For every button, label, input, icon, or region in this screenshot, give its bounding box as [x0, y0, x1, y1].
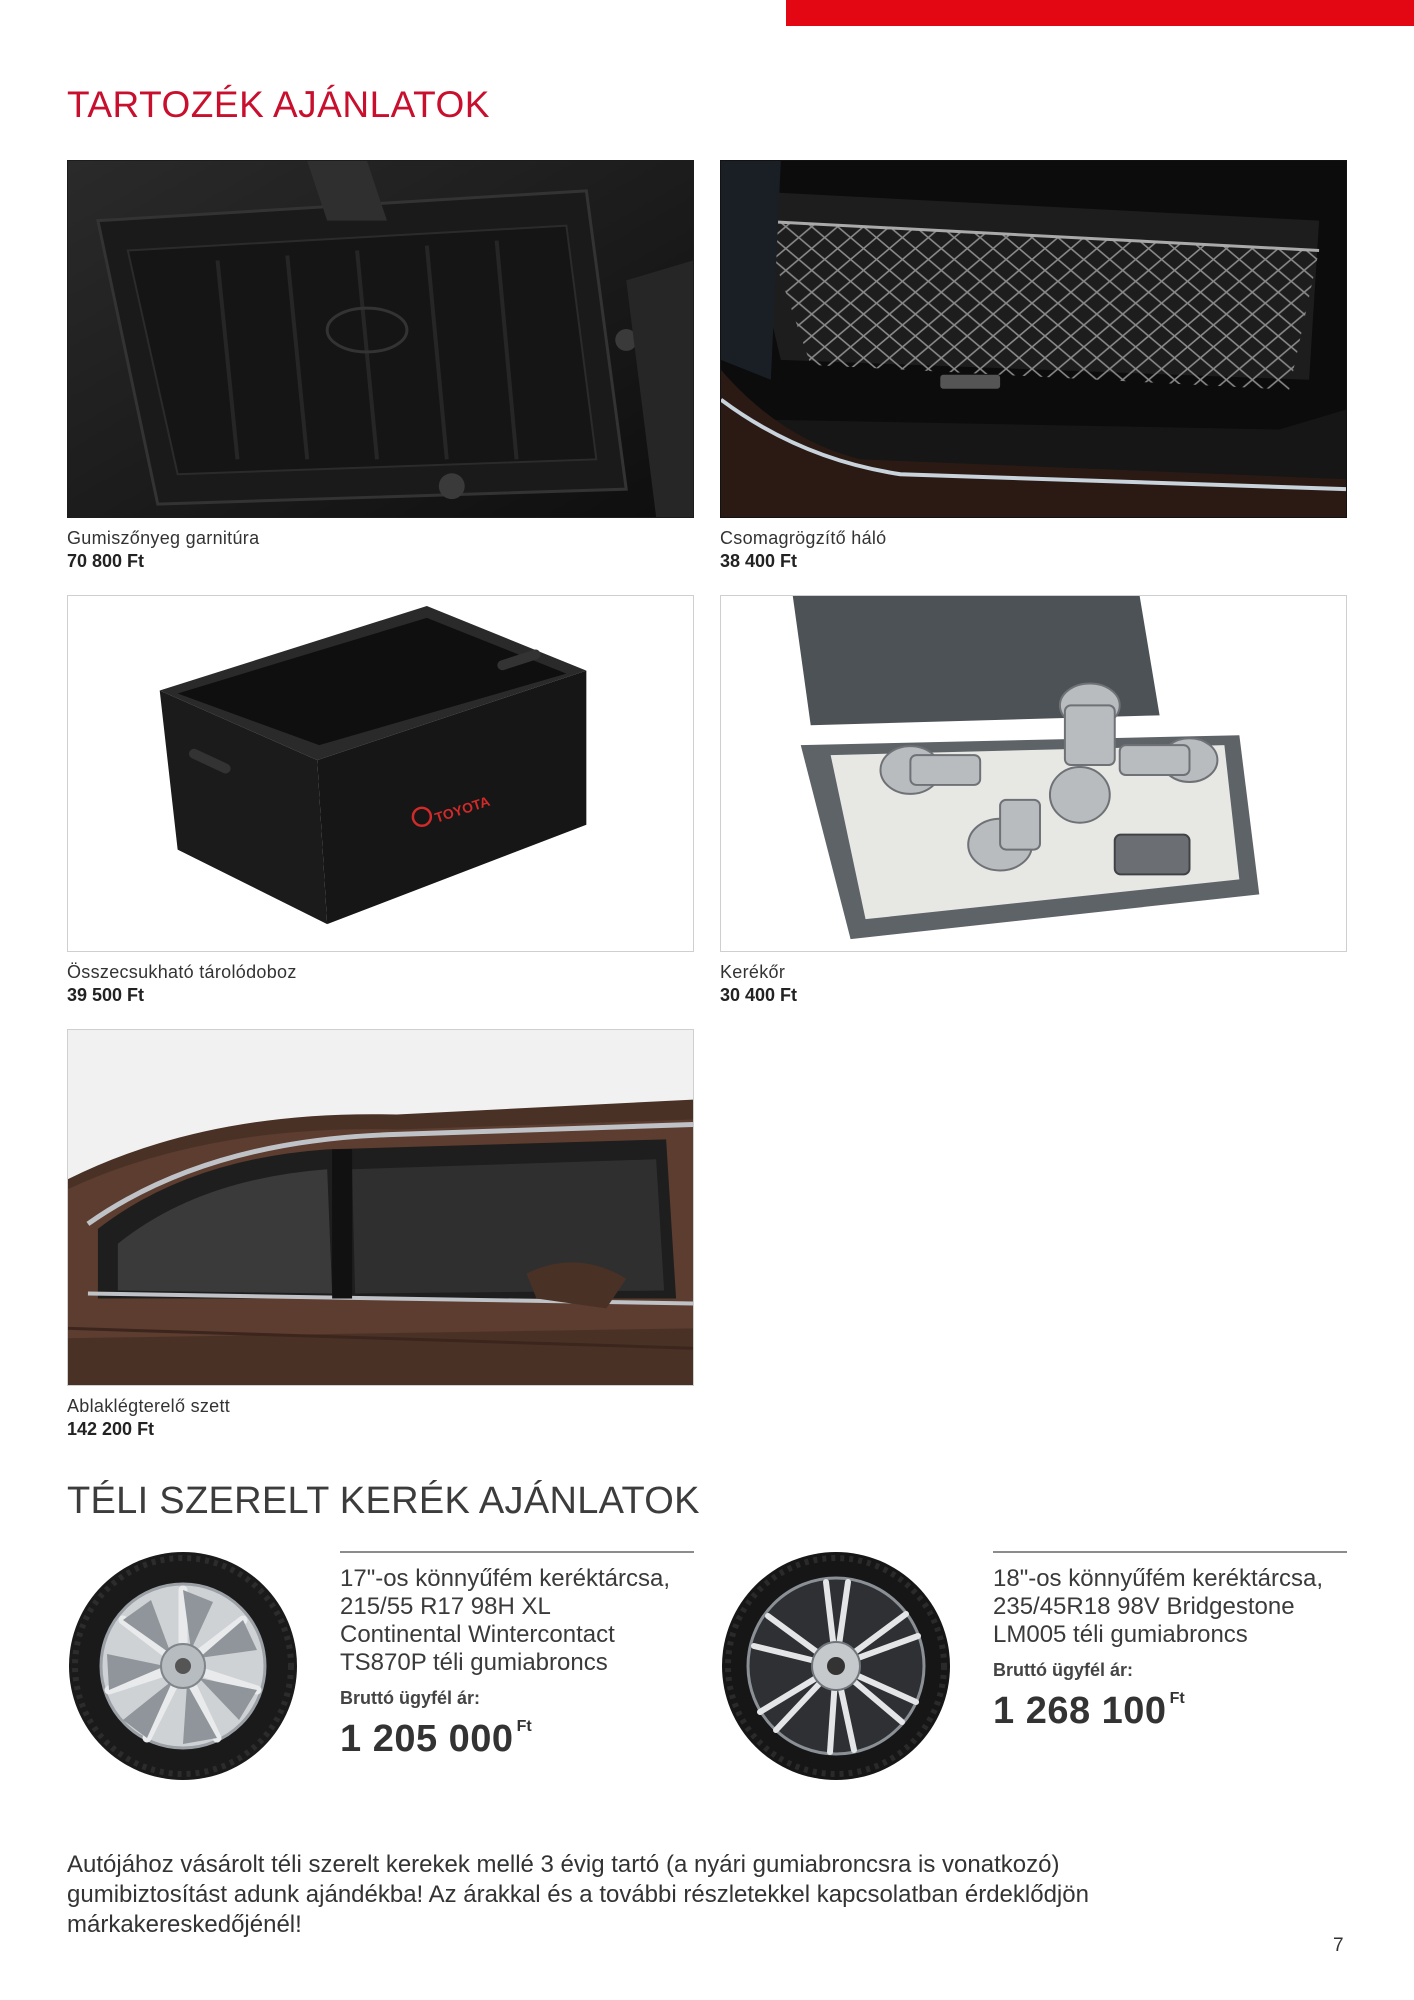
product-name: Gumiszőnyeg garnitúra [67, 528, 260, 548]
product-price: 142 200 Ft [67, 1419, 155, 1439]
box-logo-text: TOYOTA [432, 792, 492, 826]
offer-divider [993, 1551, 1347, 1553]
product-caption [720, 961, 797, 1007]
price-currency: Ft [516, 1718, 532, 1735]
price-currency: Ft [1169, 1690, 1185, 1707]
wind-deflector-photo [67, 1029, 694, 1386]
page-number: 7 [1333, 1935, 1344, 1956]
offer-line: TS870P téli gumiabroncs [340, 1649, 608, 1676]
offer-description [993, 1565, 1363, 1649]
product-name: Összecsukható tárolódoboz [67, 962, 297, 982]
product-price: 70 800 Ft [67, 551, 145, 571]
section-title-accessories: TARTOZÉK AJÁNLATOK [67, 84, 490, 125]
product-price: 38 400 Ft [720, 551, 798, 571]
offer-line: 215/55 R17 98H XL [340, 1593, 551, 1620]
price-label: Bruttó ügyfél ár: [993, 1660, 1134, 1680]
offer-line: LM005 téli gumiabroncs [993, 1621, 1248, 1648]
price-value: 1 268 100 [993, 1690, 1167, 1732]
product-caption [67, 961, 297, 1007]
offer-line: 18"-os könnyűfém keréktárcsa, [993, 1565, 1323, 1592]
product-price: 39 500 Ft [67, 985, 145, 1005]
product-name: Kerékőr [720, 962, 786, 982]
wheel-18-photo [720, 1550, 952, 1782]
price-label: Bruttó ügyfél ár: [340, 1688, 481, 1708]
product-caption [67, 527, 259, 573]
product-caption [67, 1395, 230, 1441]
storage-box-photo [67, 595, 694, 952]
offer-line: 17"-os könnyűfém keréktárcsa, [340, 1565, 670, 1592]
product-name: Csomagrögzítő háló [720, 528, 887, 548]
offer-line: 235/45R18 98V Bridgestone [993, 1593, 1295, 1620]
accent-bar [786, 0, 1414, 26]
product-caption [720, 527, 887, 573]
offer-line: Continental Wintercontact [340, 1621, 615, 1648]
wheel-lock-photo [720, 595, 1347, 952]
floor-mat-photo [67, 160, 694, 518]
section-title-winter-wheels: TÉLI SZERELT KERÉK AJÁNLATOK [67, 1480, 700, 1522]
product-price: 30 400 Ft [720, 985, 798, 1005]
offer-price [340, 1718, 532, 1761]
wheel-17-photo [67, 1550, 299, 1782]
product-name: Ablaklégterelő szett [67, 1396, 231, 1416]
offer-description [340, 1565, 710, 1677]
offer-price [993, 1690, 1185, 1733]
footnote-text: Autójához vásárolt téli szerelt kerekek mellé 3 évig tartó (a nyári gumiabroncsra is vonatkozó) gumibiztosítást adunk ajándékba! Az árakkal és a további részletekkel kapcsolatban érdeklődjön márkakereskedőjénél! [67, 1851, 1089, 1938]
cargo-net-photo [720, 160, 1347, 518]
price-value: 1 205 000 [340, 1718, 514, 1760]
offer-divider [340, 1551, 694, 1553]
